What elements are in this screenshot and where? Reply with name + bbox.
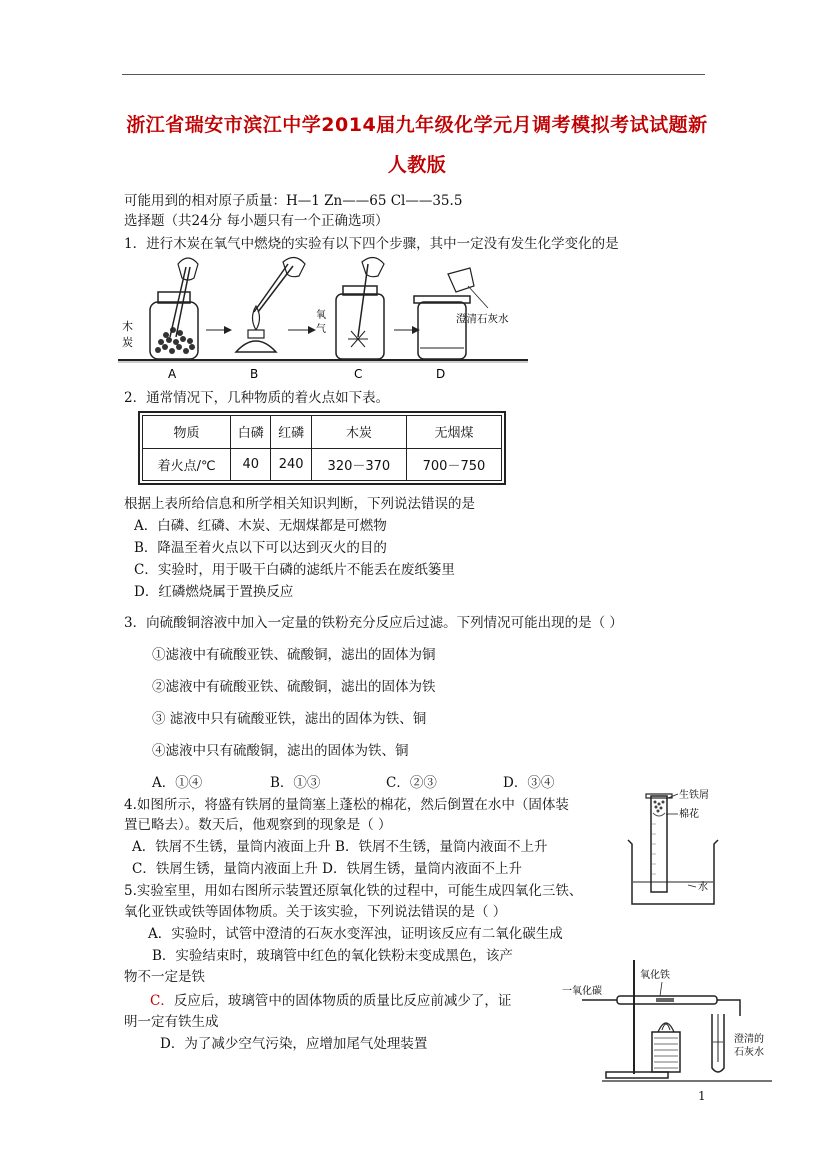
q5-fig-co: 一氧化碳: [562, 986, 602, 997]
q3-stem: 3．向硫酸铜溶液中加入一定量的铁粉充分反应后过滤。下列情况可能出现的是（ ）: [124, 615, 623, 631]
q2-lead: 根据上表所给信息和所学相关知识判断，下列说法错误的是: [124, 496, 475, 512]
exam-title-line1: 浙江省瑞安市滨江中学2014届九年级化学元月调考模拟考试试题新: [126, 114, 708, 136]
q2-option-d: D．红磷燃烧属于置换反应: [134, 584, 294, 600]
q1-label-d: D: [436, 367, 446, 381]
table-cell: 700－750: [406, 448, 501, 481]
q1-label-b: B: [250, 367, 259, 381]
q2-option-b: B．降温至着火点以下可以达到灭火的目的: [134, 540, 387, 556]
table-cell: 着火点/℃: [143, 448, 231, 481]
q5-option-c-text: 反应后，玻璃管中的固体物质的质量比反应前减少了，证: [173, 993, 512, 1009]
table-cell: 木炭: [311, 416, 406, 449]
q3-option-b: B．①③: [270, 775, 321, 791]
q3-item-4: ④滤液中只有硫酸铜，滤出的固体为铁、铜: [152, 743, 409, 759]
q1-tag-oxygen-2: 气: [316, 324, 326, 335]
table-cell: 40: [231, 448, 271, 481]
q4-fig-water: 水: [698, 882, 708, 893]
q5-option-c-2: 明一定有铁生成: [124, 1014, 219, 1030]
q4-fig-iron: 生铁屑: [679, 790, 709, 801]
q5-option-a: A．实验时，试管中澄清的石灰水变浑浊，证明该反应有二氧化碳生成: [148, 926, 563, 942]
ignition-point-table: [142, 415, 502, 481]
q5-option-b-2: 物不一定是铁: [124, 969, 205, 985]
section-heading: 选择题（共24分 每小题只有一个正确选项）: [124, 213, 389, 229]
q3-option-d: D．③④: [503, 775, 555, 791]
q3-option-c: C．②③: [386, 775, 437, 791]
q3-item-2: ②滤液中有硫酸亚铁、硫酸铜，滤出的固体为铁: [152, 679, 436, 695]
table-cell: 240: [271, 448, 311, 481]
q4-stem-2: 置已略去）。数天后，他观察到的现象是（ ）: [124, 817, 392, 833]
q1-tag-oxygen-1: 氧: [316, 310, 326, 321]
q1-label-c: C: [354, 367, 363, 381]
q1-tag-charcoal-2: 炭: [122, 336, 133, 349]
q5-fig-lime-2: 石灰水: [734, 1047, 764, 1058]
q5-option-c-1: [150, 989, 511, 1009]
q1-label-a: A: [168, 367, 177, 381]
table-row: [143, 448, 502, 481]
q4-options-cd: C．铁屑生锈，量筒内液面上升 D．铁屑生锈，量筒内液面不上升: [132, 861, 522, 877]
table-cell: 物质: [143, 416, 231, 449]
q1-tag-limewater: 澄清石灰水: [456, 313, 509, 325]
exam-title-line2: 人教版: [387, 154, 447, 176]
table-cell: 320－370: [311, 448, 406, 481]
q5-fig-lime-1: 澄清的: [734, 1034, 764, 1045]
q2-option-c: C．实验时，用于吸干白磷的滤纸片不能丢在废纸篓里: [134, 562, 455, 578]
q5-option-b-1: B．实验结束时，玻璃管中红色的氧化铁粉末变成黑色，该产: [152, 948, 513, 964]
q3-option-a: A．①④: [152, 775, 203, 791]
q5-stem-1: 5.实验室里，用如右图所示装置还原氧化铁的过程中，可能生成四氧化三铁、: [124, 883, 583, 899]
q5-figure: [562, 956, 782, 1084]
atomic-masses: 可能用到的相对原子质量：H—1 Zn——65 Cl——35.5: [124, 193, 463, 209]
q5-stem-2: 氧化亚铁或铁等固体物质。关于该实验，下列说法错误的是（ ）: [124, 904, 507, 920]
q4-figure: [622, 784, 722, 909]
q5-option-c-letter: C．: [150, 993, 174, 1009]
q1-stem: 1．进行木炭在氧气中燃烧的实验有以下四个步骤，其中一定没有发生化学变化的是: [124, 236, 619, 252]
q1-tag-charcoal-1: 木: [122, 320, 133, 333]
table-row: [143, 416, 502, 449]
q1-figure: [118, 252, 528, 382]
q3-item-3: ③ 滤液中只有硫酸亚铁，滤出的固体为铁、铜: [152, 711, 427, 727]
q2-stem: 2．通常情况下，几种物质的着火点如下表。: [124, 390, 390, 406]
q5-fig-fe2o3: 氧化铁: [640, 970, 670, 981]
table-cell: 红磷: [271, 416, 311, 449]
table-cell: 无烟煤: [406, 416, 501, 449]
q2-option-a: A．白磷、红磷、木炭、无烟煤都是可燃物: [134, 518, 387, 534]
q4-fig-cotton: 棉花: [679, 809, 699, 820]
q3-item-1: ①滤液中有硫酸亚铁、硫酸铜，滤出的固体为铜: [152, 647, 436, 663]
q4-stem-1: 4.如图所示，将盛有铁屑的量筒塞上蓬松的棉花，然后倒置在水中（固体装: [124, 797, 569, 813]
q5-option-d: D．为了减少空气污染，应增加尾气处理装置: [160, 1036, 428, 1052]
q4-options-ab: A．铁屑不生锈，量筒内液面上升 B．铁屑不生锈，量筒内液面不上升: [132, 839, 548, 855]
header-rule: [122, 74, 705, 75]
table-cell: 白磷: [231, 416, 271, 449]
page-number: 1: [698, 1089, 706, 1103]
